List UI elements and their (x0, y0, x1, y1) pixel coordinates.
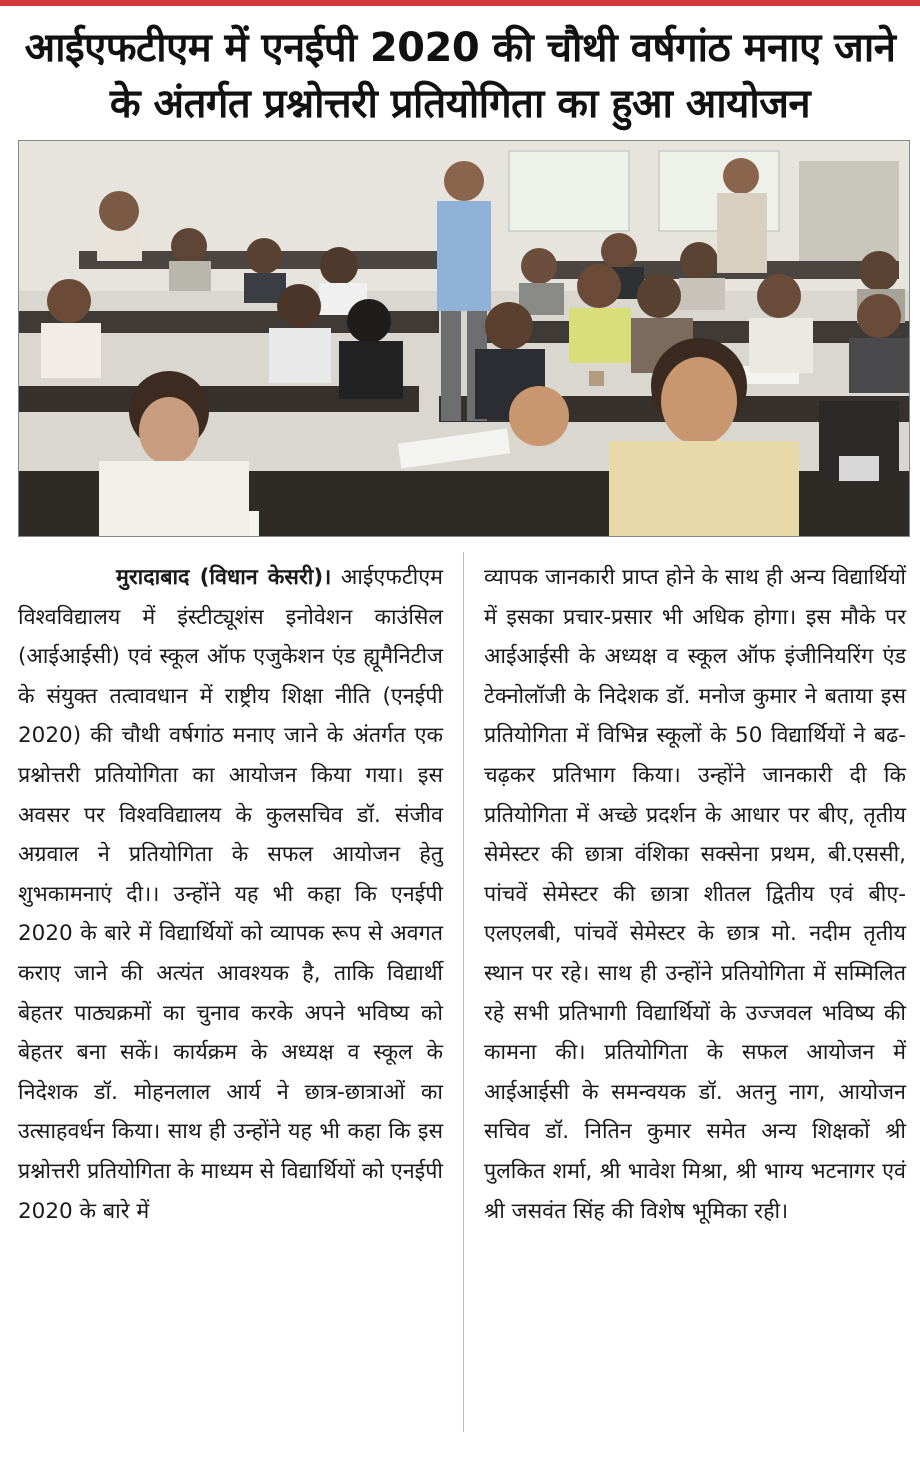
news-photo (18, 140, 910, 537)
article-column-left (18, 558, 443, 1231)
article-column-right (484, 558, 906, 1231)
headline: आईएफटीएम में एनईपी 2020 की चौथी वर्षगांठ मनाए जाने के अंतर्गत प्रश्नोत्तरी प्रतियोगिता का हुआ आयोजन (24, 25, 896, 127)
body-text-right: व्यापक जानकारी प्राप्त होने के साथ ही अन्य विद्यार्थियों में इसका प्रचार-प्रसार भी अधिक होगा। इस मौके पर आईआईसी के अध्यक्ष व स्कूल ऑफ इंजीनियरिंग एंड टेक्नोलॉजी के निदेशक डॉ. मनोज कुमार ने बताया इस प्रतियोगिता में विभिन्न स्कूलों के 50 विद्यार्थियों ने बढ-चढ़कर प्रतिभाग किया। उन्होंने जानकारी दी कि प्रतियोगिता में अच्छे प्रदर्शन के आधार पर बीए, तृतीय सेमेस्टर की छात्रा वंशिका सक्सेना प्रथम, बी.एससी, पांचवें सेमेस्टर की छात्रा शीतल द्वितीय एवं बीए-एलएलबी, पांचवें सेमेस्टर के छात्र मो. नदीम तृतीय स्थान पर रहे। साथ ही उन्होंने प्रतियोगिता में सम्मिलित रहे सभी प्रतिभागी विद्यार्थियों के उज्जवल भविष्य की कामना की। प्रतियोगिता के सफल आयोजन में आईआईसी के समन्वयक डॉ. अतनु नाग, आयोजन सचिव डॉ. नितिन कुमार समेत अन्य शिक्षकों श्री पुलकित शर्मा, श्री भावेश मिश्रा, श्री भाग्य भटनागर एवं श्री जसवंत सिंह की विशेष भूमिका रही। (484, 565, 906, 1224)
dateline: मुरादाबाद (विधान केसरी)। (116, 565, 332, 590)
column-divider (463, 552, 464, 1432)
top-accent-rule (0, 0, 920, 6)
body-text-left: आईएफटीएम विश्वविद्यालय में इंस्टीट्यूशंस इनोवेशन काउंसिल (आईआईसी) एवं स्कूल ऑफ एजुकेशन एंड ह्यूमैनिटीज के संयुक्त तत्वावधान में राष्ट्रीय शिक्षा नीति (एनईपी 2020) की चौथी वर्षगांठ मनाए जाने के अंतर्गत एक प्रश्नोत्तरी प्रतियोगिता का आयोजन किया गया। इस अवसर पर विश्वविद्यालय के कुलसचिव डॉ. संजीव अग्रवाल ने प्रतियोगिता के सफल आयोजन हेतु शुभकामनाएं दी।। उन्होंने यह भी कहा कि एनईपी 2020 के बारे में विद्यार्थियों को व्यापक रूप से अवगत कराए जाने की अत्यंत आवश्यक है, ताकि विद्यार्थी बेहतर पाठ्यक्रमों का चुनाव करके अपने भविष्य को बेहतर बना सकें। कार्यक्रम के अध्यक्ष व स्कूल के निदेशक डॉ. मोहनलाल आर्य ने छात्र-छात्राओं का उत्साहवर्धन किया। साथ ही उन्होंने यह भी कहा कि इस प्रश्नोत्तरी प्रतियोगिता के माध्यम से विद्यार्थियों को एनईपी 2020 के बारे में (18, 565, 443, 1224)
